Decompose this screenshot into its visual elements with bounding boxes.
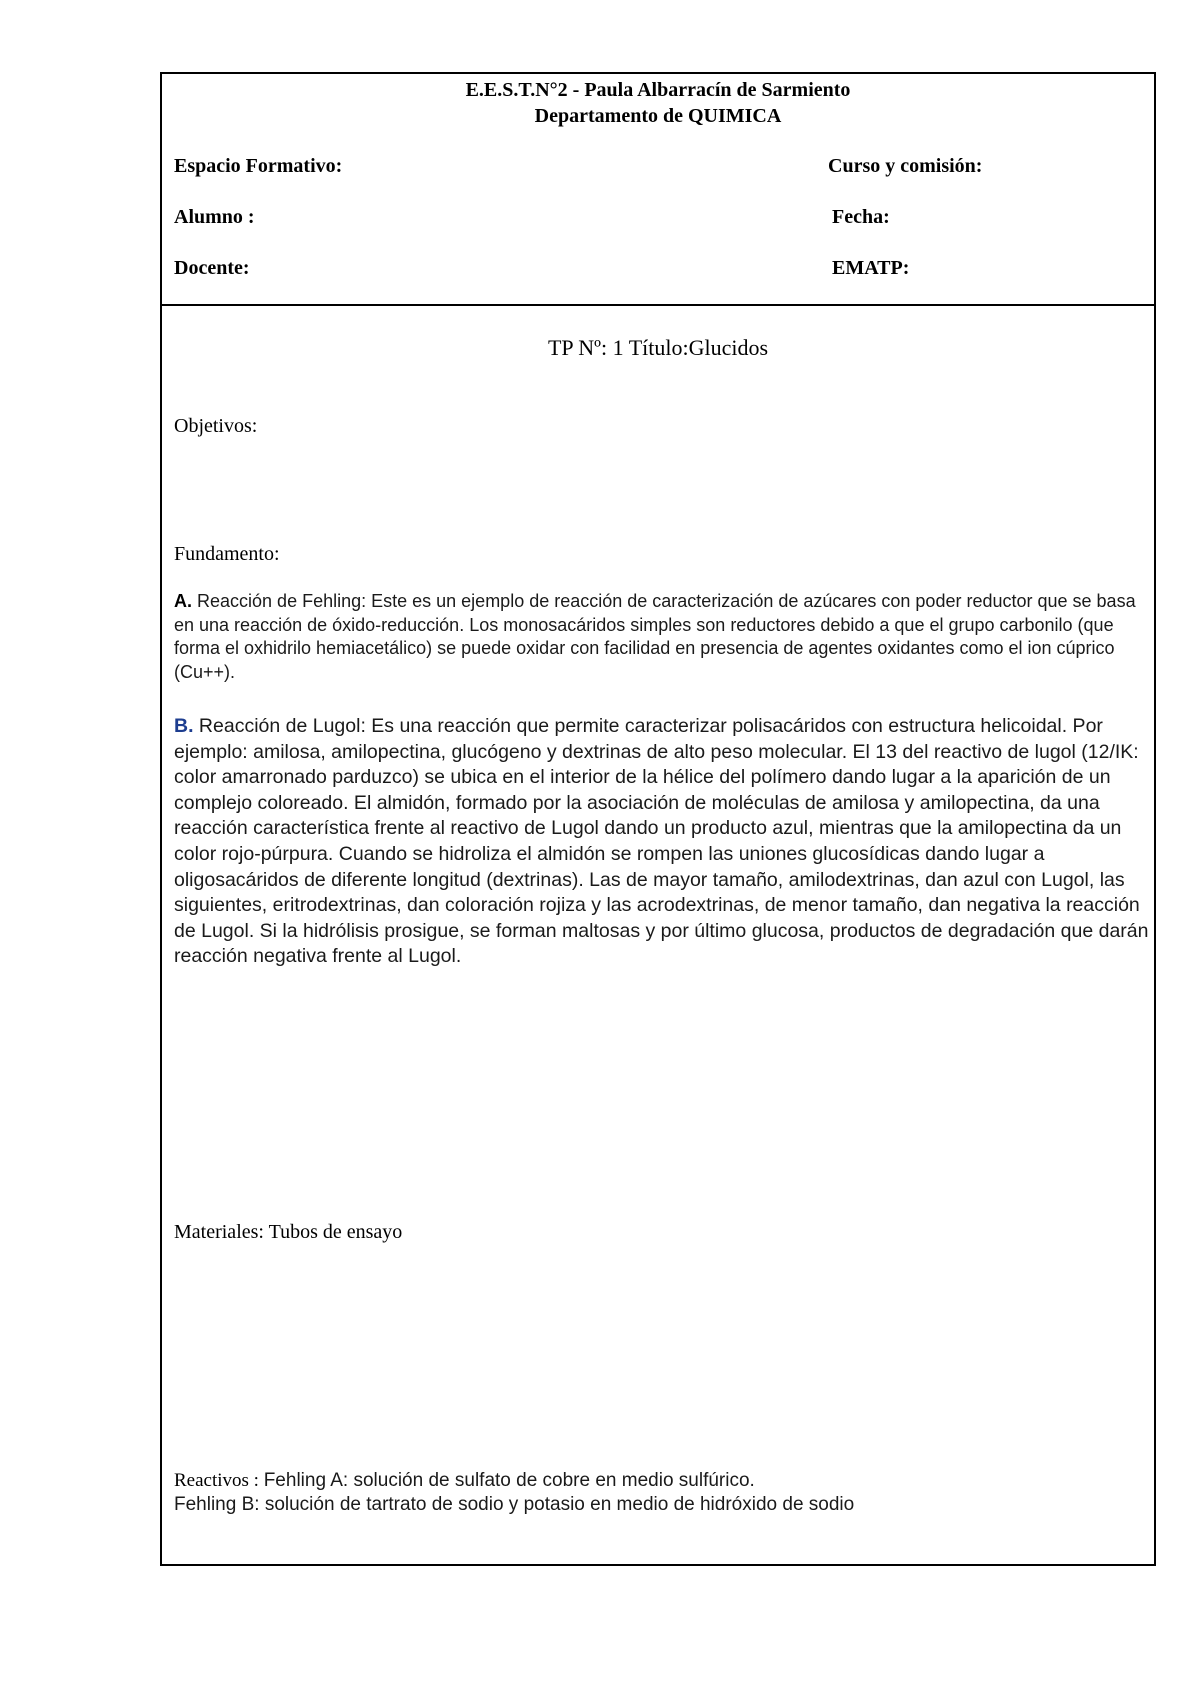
alumno-label: Alumno : [174, 206, 255, 228]
paragraph-fehling [174, 590, 1149, 684]
tp-title: TP Nº: 1 Título:Glucidos [547, 335, 769, 360]
fehling-a-text: Fehling A: solución de sulfato de cobre en medio sulfúrico. [263, 1470, 755, 1491]
ematp-label: EMATP: [832, 257, 910, 279]
document-header [162, 74, 1154, 306]
document-body [162, 306, 1154, 1566]
department-name: Departamento de QUIMICA [534, 105, 782, 127]
curso-comision-label: Curso y comisión: [828, 155, 983, 177]
reactivos-line-1 [174, 1469, 1149, 1493]
paragraph-b-prefix: B. [174, 715, 194, 737]
document-frame [160, 72, 1156, 1566]
fundamento-label: Fundamento: [174, 543, 280, 565]
objetivos-label: Objetivos: [174, 415, 258, 437]
school-heading [162, 77, 1154, 129]
paragraph-lugol [174, 714, 1149, 970]
docente-label: Docente: [174, 257, 250, 279]
paragraph-a-prefix: A. [174, 591, 192, 611]
fecha-label: Fecha: [832, 206, 890, 228]
reactivos-block [174, 1469, 1149, 1517]
fehling-b-text: Fehling B: solución de tartrato de sodio y potasio en medio de hidróxido de sodio [174, 1494, 855, 1515]
reactivos-label: Reactivos : [174, 1470, 264, 1491]
materiales-text: Materiales: Tubos de ensayo [174, 1221, 403, 1243]
paragraph-a-text: Reacción de Fehling: Este es un ejemplo de reacción de caracterización de azúcares con poder reductor que se basa en una reacción de óxido-reducción. Los monosacáridos simples son reductores debido a que el grupo carbonilo (que forma el oxhidrilo hemiacetálico) se puede oxidar con facilidad en presencia de agentes oxidantes como el ion cúprico (Cu++). [174, 591, 1136, 682]
school-name: E.E.S.T.N°2 - Paula Albarracín de Sarmiento [465, 79, 851, 101]
espacio-formativo-label: Espacio Formativo: [174, 155, 343, 177]
paragraph-b-text: Reacción de Lugol: Es una reacción que permite caracterizar polisacáridos con estructura helicoidal. Por ejemplo: amilosa, amilopectina, glucógeno y dextrinas de alto peso molecular. El 13 del reactivo de lugol (12/IK: color amarronado parduzco) se ubica en el interior de la hélice del polímero dando lugar a la aparición de un complejo coloreado. El almidón, formado por la asociación de moléculas de amilosa y amilopectina, da una reacción característica frente al reactivo de Lugol dando un producto azul, mientras que la amilopectina da un color rojo-púrpura. Cuando se hidroliza el almidón se rompen las uniones glucosídicas dando lugar a oligosacáridos de diferente longitud (dextrinas). Las de mayor tamaño, amilodextrinas, dan azul con Lugol, las siguientes, eritrodextrinas, dan coloración rojiza y las acrodextrinas, de menor tamaño, dan negativa la reacción de Lugol. Si la hidrólisis prosigue, se forman maltosas y por último glucosa, productos de degradación que darán reacción negativa frente al Lugol. [174, 715, 1149, 968]
